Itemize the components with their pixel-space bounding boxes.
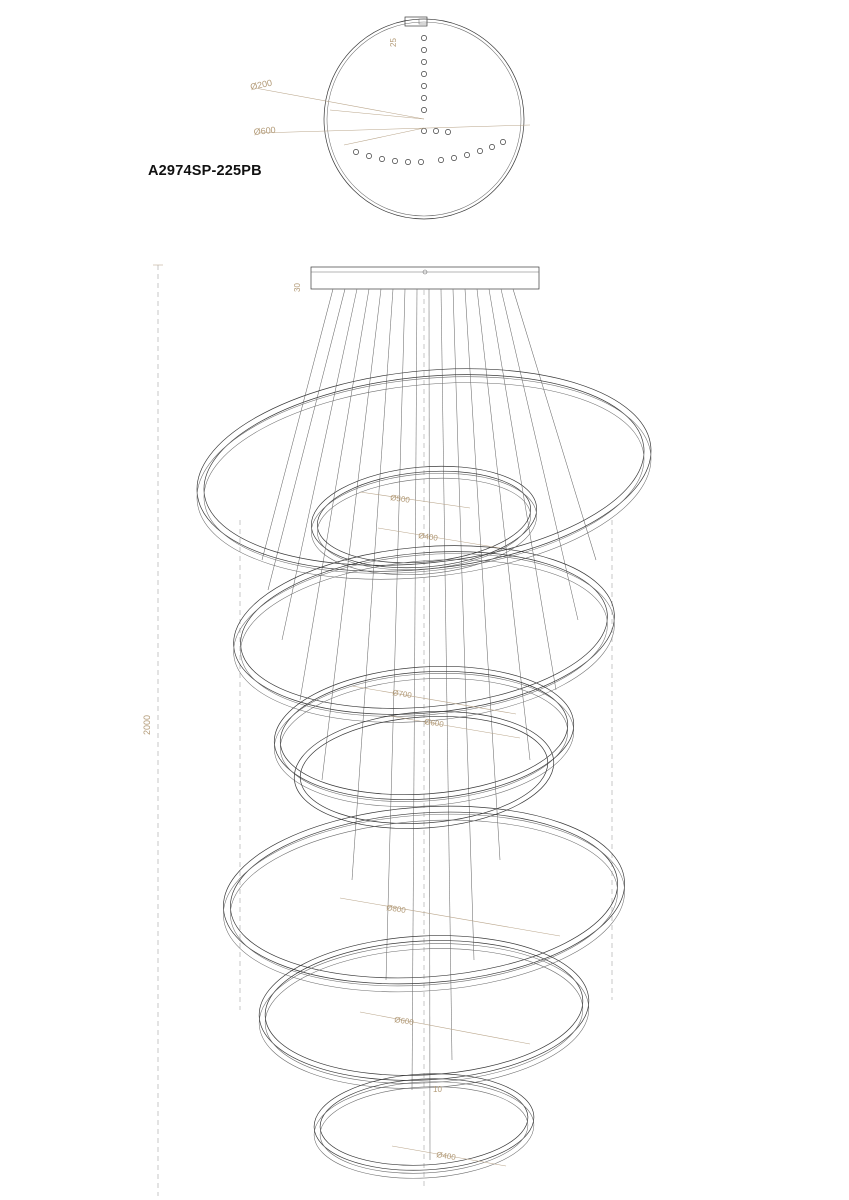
dim-overall-height: 2000 [142, 714, 152, 735]
dim-ring-4: Ø600 [423, 717, 445, 730]
dim-top-outer: Ø200 [249, 77, 273, 92]
dim-ring-8: Ø400 [435, 1150, 457, 1163]
dim-canopy-thickness: 30 [293, 283, 302, 292]
dim-ring-2b: Ø400 [417, 531, 439, 543]
construction-lines [240, 290, 612, 1190]
dim-ring-6: Ø800 [385, 903, 407, 916]
dim-ring-2: Ø500 [389, 493, 411, 505]
led-dot-arc-center [421, 128, 450, 134]
dim-top-thickness: 25 [389, 38, 398, 47]
dim-ring-3: Ø700 [391, 688, 413, 701]
top-view [249, 17, 530, 219]
led-dot-arc-left [353, 149, 423, 164]
led-dot-column [421, 35, 426, 112]
dim-ring-7: Ø600 [393, 1015, 415, 1028]
canopy [311, 267, 539, 289]
dim-top-inner: Ø600 [253, 124, 277, 137]
dim-profile-thickness: 10 [433, 1085, 442, 1094]
led-dot-arc-right [438, 139, 505, 162]
elevation-dim-leaders [340, 492, 560, 1166]
model-code-label: A2974SP-225PB [148, 163, 262, 179]
front-elevation [142, 265, 661, 1196]
